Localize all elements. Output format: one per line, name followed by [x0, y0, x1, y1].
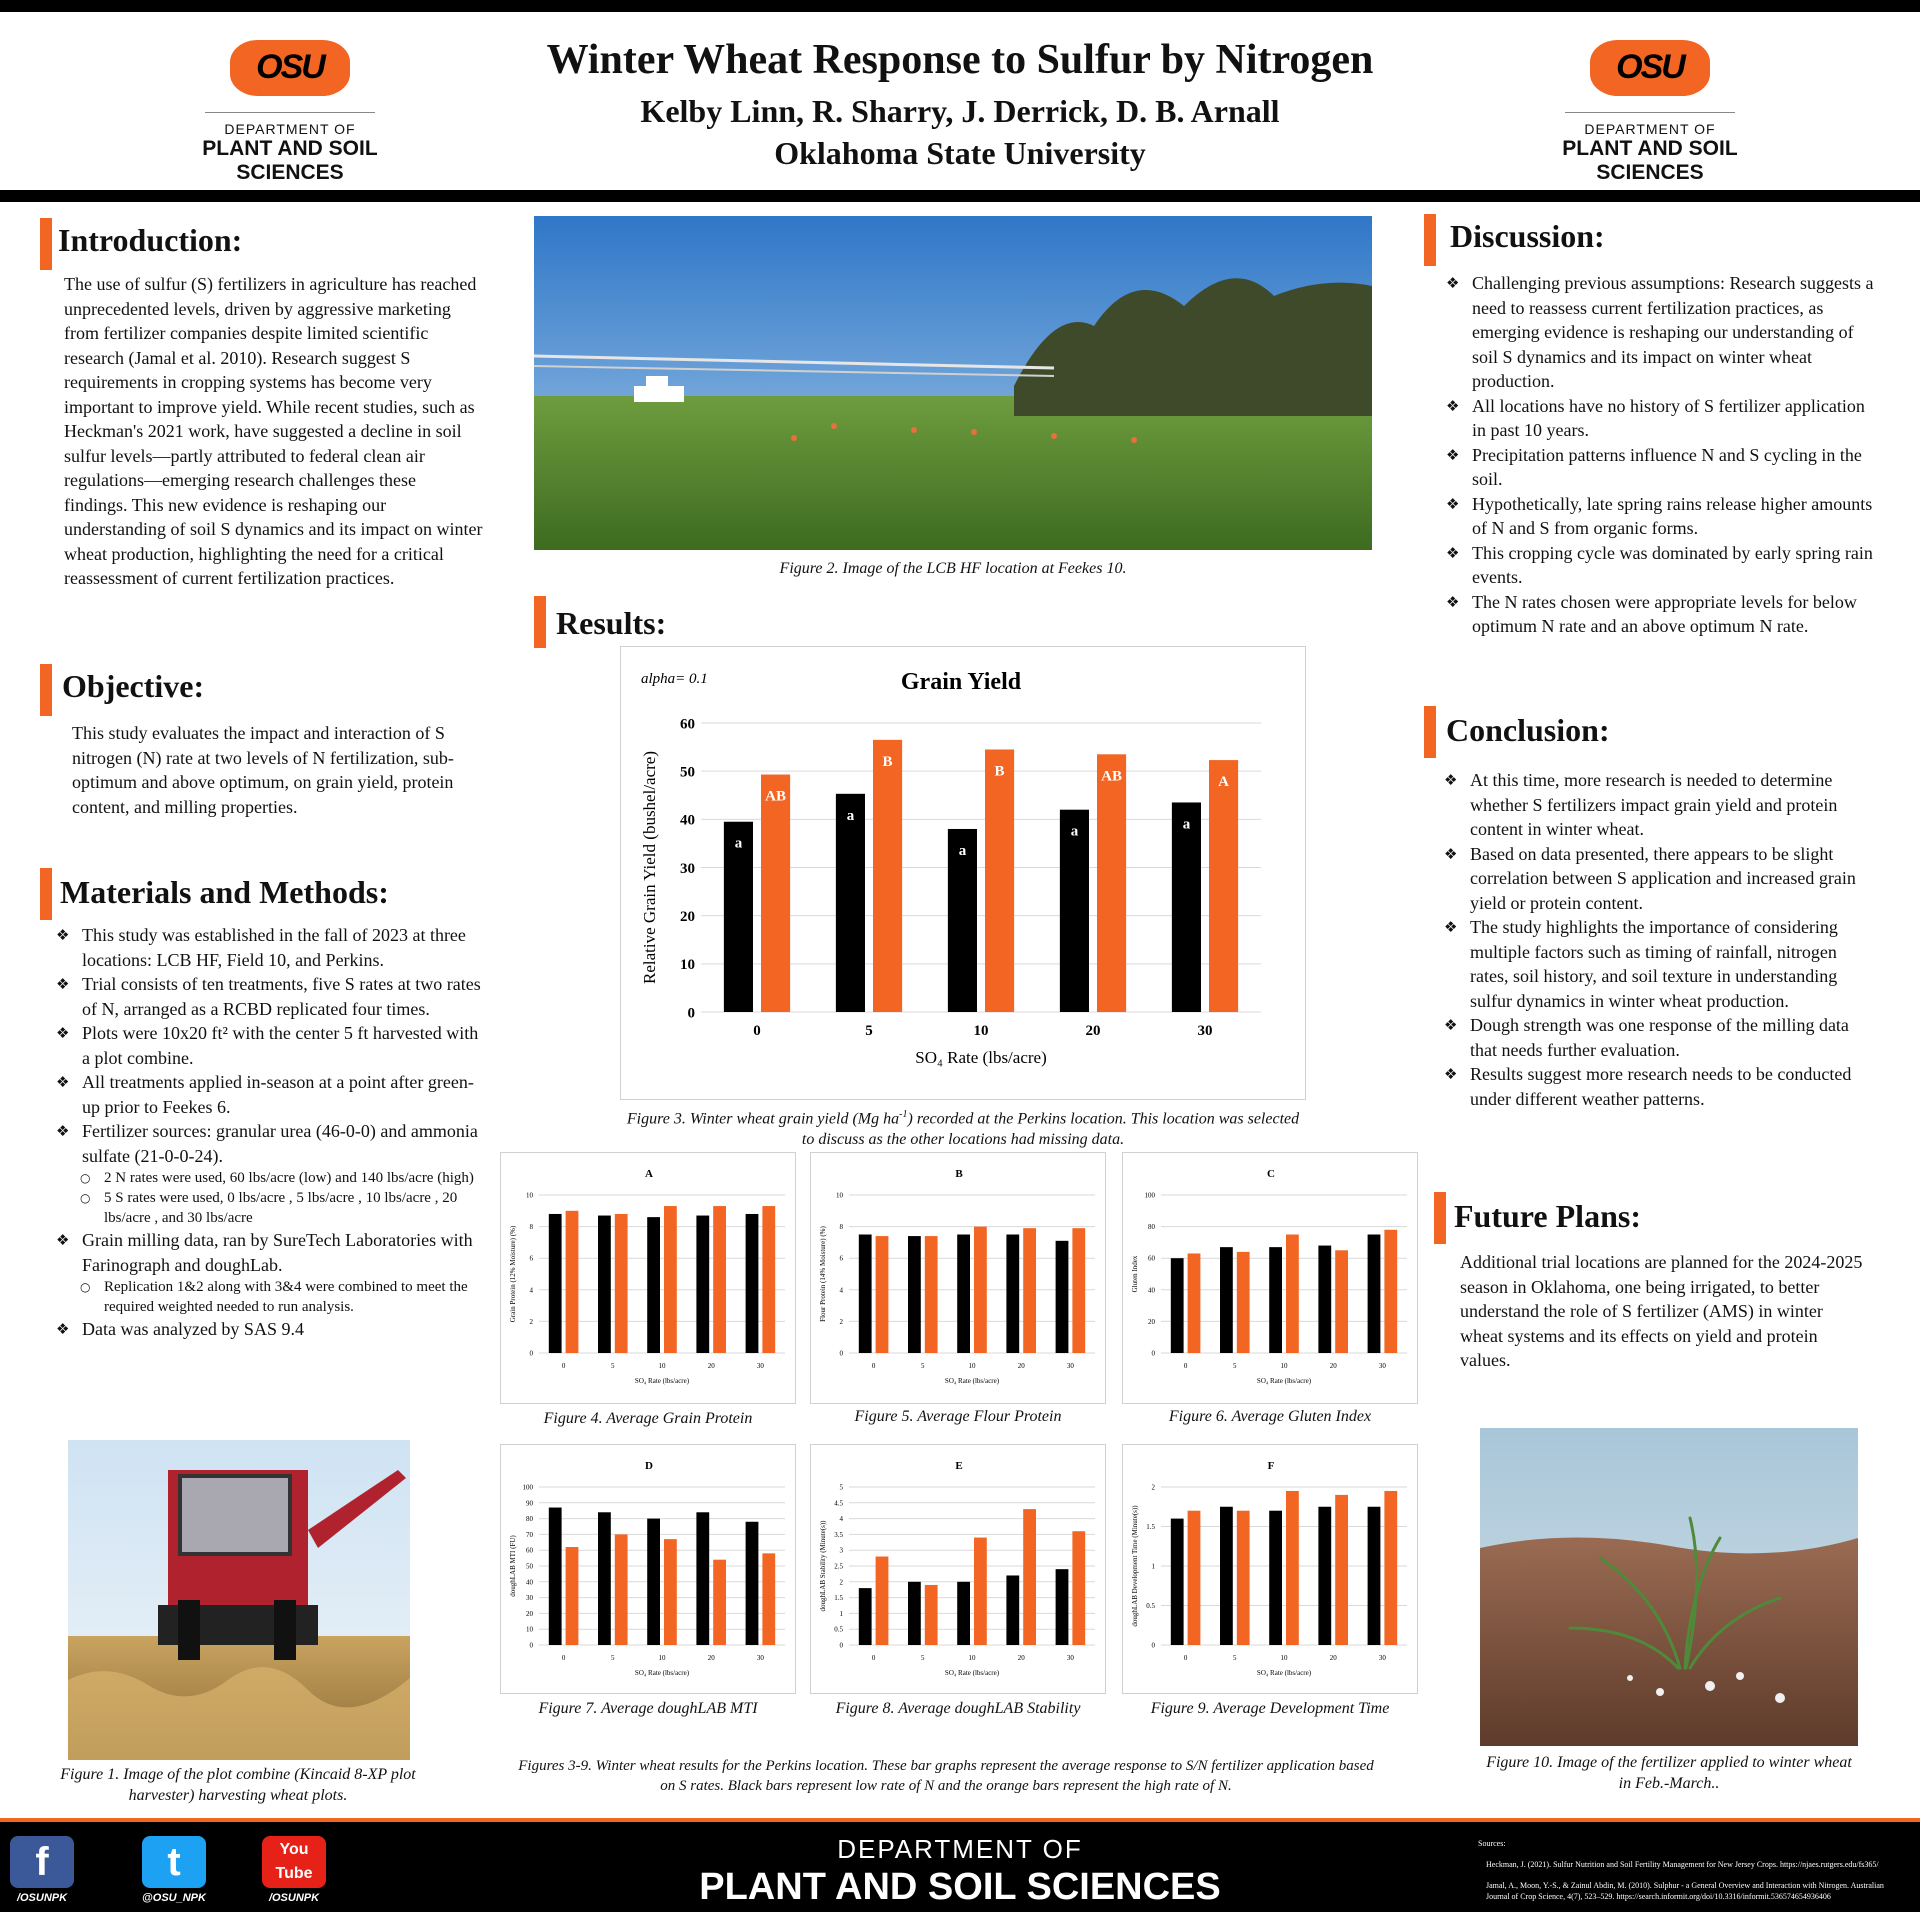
bar: [1006, 1235, 1019, 1354]
y-tick-label: 5: [839, 1483, 843, 1492]
footer-dept-small: DEPARTMENT OF: [837, 1834, 1083, 1864]
bar: [1188, 1511, 1201, 1645]
y-tick-label: 0: [839, 1349, 843, 1358]
field-photo: [534, 216, 1372, 550]
y-tick-label: 100: [1144, 1191, 1155, 1200]
list-item: ❖ Based on data presented, there appears to be slight correlation between S application and increased grain yield or protein content.: [1444, 842, 1878, 916]
list-item: ❖ Precipitation patterns influence N and S cycling in the soil.: [1446, 443, 1880, 492]
y-tick-label: 4: [839, 1515, 843, 1524]
list-item: ❖ Trial consists of ten treatments, five S rates at two rates of N, arranged as a RCBD replicated four times.: [56, 972, 486, 1021]
y-axis-label: doughLAB MTI (FU): [509, 1535, 517, 1597]
bar: [1335, 1495, 1348, 1645]
y-axis-label: doughLAB Development Time (Minute(s)): [1131, 1505, 1139, 1627]
list-item: ❖ Challenging previous assumptions: Research suggests a need to reassess current fertilization practices, as emerging evidence is reshaping our understanding of soil S dynamics and its impact on winter wheat production.: [1446, 271, 1880, 394]
fertilizer-photo: [1480, 1428, 1858, 1746]
bar: [1384, 1230, 1397, 1353]
figure4-caption: Figure 4. Average Grain Protein: [543, 1410, 753, 1427]
figure7-chart: [500, 1444, 796, 1694]
x-tick-label: 20: [707, 1654, 715, 1662]
y-tick-label: 2.5: [834, 1562, 843, 1571]
bar: [1188, 1253, 1201, 1353]
bar: [647, 1519, 660, 1645]
x-axis-label: SO₄ Rate (lbs/acre): [944, 1669, 1000, 1677]
bar: [598, 1512, 611, 1645]
bar: [925, 1236, 938, 1353]
chart-annotation: alpha= 0.1: [641, 671, 708, 687]
logo-dept-small: DEPARTMENT OF: [1584, 121, 1716, 137]
figure3-caption: Figure 3. Winter wheat grain yield (Mg $ha^{-1}$) recorded at the Perkins location. This location was selected to discuss as the other locations had missing data.: [626, 1109, 1300, 1149]
y-tick-label: 80: [1148, 1223, 1155, 1232]
bar: [762, 1206, 775, 1353]
y-tick-label: 4: [839, 1286, 843, 1295]
bar: [1237, 1511, 1250, 1645]
osu-mark-icon: OSU: [230, 40, 350, 96]
bar: [664, 1539, 677, 1645]
chart-title: C: [1267, 1168, 1275, 1180]
y-tick-label: 0: [1151, 1349, 1155, 1358]
x-tick-label: 10: [658, 1362, 666, 1370]
objective-heading: Objective:: [62, 668, 205, 704]
introduction-heading: Introduction:: [58, 222, 243, 258]
bar: [1072, 1228, 1085, 1353]
chart-title: B: [955, 1168, 963, 1180]
bar: [1220, 1507, 1233, 1645]
bar: [876, 1236, 889, 1353]
y-tick-label: 10: [680, 957, 695, 974]
poster-title-block: [380, 30, 1540, 174]
bar: [1318, 1246, 1331, 1353]
bar: [761, 775, 790, 1012]
bar: [1269, 1247, 1282, 1353]
x-tick-label: 10: [1280, 1654, 1288, 1662]
figure2-caption: Figure 2. Image of the LCB HF location at Feekes 10.: [779, 560, 1127, 577]
bar-label: a: [846, 807, 855, 824]
bar: [908, 1582, 921, 1645]
bar: [1384, 1491, 1397, 1645]
bar: [762, 1553, 775, 1645]
bar: [876, 1557, 889, 1645]
x-tick-label: 10: [968, 1362, 976, 1370]
bar-label: a: [1070, 823, 1079, 840]
x-tick-label: 20: [1017, 1362, 1025, 1370]
future-plans-text: Additional trial locations are planned for the 2024-2025 season in Oklahoma, one being irrigated, to better understand the role of S fertilizer (AMS) in winter wheat systems and its effects on yield and protein values.: [1460, 1252, 1863, 1370]
x-tick-label: 30: [1378, 1654, 1386, 1662]
chart-title: D: [645, 1460, 653, 1472]
header-divider: [0, 190, 1920, 202]
bar: [1335, 1250, 1348, 1353]
logo-dept-small: DEPARTMENT OF: [224, 121, 356, 137]
bar: [1056, 1569, 1069, 1645]
x-tick-label: 5: [1233, 1654, 1237, 1662]
figure4-chart: [500, 1152, 796, 1404]
bar: [1286, 1235, 1299, 1354]
bar: [615, 1214, 628, 1353]
y-tick-label: 4.5: [834, 1499, 843, 1508]
x-tick-label: 30: [1378, 1362, 1386, 1370]
y-tick-label: 10: [836, 1191, 843, 1200]
discussion-heading: Discussion:: [1450, 218, 1605, 254]
y-tick-label: 4: [529, 1286, 533, 1295]
y-tick-label: 8: [839, 1223, 843, 1232]
x-tick-label: 30: [756, 1362, 764, 1370]
x-tick-label: 0: [561, 1654, 566, 1662]
x-axis-label: SO₄ Rate (lbs/acre): [1256, 1377, 1312, 1385]
bar: [1368, 1235, 1381, 1354]
bar-label: a: [734, 835, 743, 852]
figures-summary-caption: Figures 3-9. Winter wheat results for the Perkins location. These bar graphs represent the average response to S/N fertilizer application based on S rates. Black bars represent low rate of N and the orange bars represent the high rate of N.: [518, 1758, 1374, 1794]
x-tick-label: 5: [1233, 1362, 1237, 1370]
x-tick-label: 20: [1329, 1654, 1337, 1662]
bar: [836, 794, 865, 1012]
figure8-caption: Figure 8. Average doughLAB Stability: [835, 1700, 1081, 1717]
bar-label: AB: [765, 788, 786, 805]
y-tick-label: 1: [839, 1609, 843, 1618]
conclusion-heading: Conclusion:: [1446, 712, 1610, 748]
y-tick-label: 6: [529, 1254, 533, 1263]
sub-list-item: ○ 5 S rates were used, 0 lbs/acre , 5 lbs/acre , 10 lbs/acre , 20 lbs/acre , and 30 lbs/acre: [56, 1188, 486, 1228]
logo-dept-big: PLANT AND SOIL SCIENCES: [1562, 137, 1738, 184]
bar: [925, 1585, 938, 1645]
x-axis-label: SO₄ Rate (lbs/acre): [1256, 1669, 1312, 1677]
y-tick-label: 6: [839, 1254, 843, 1263]
results-heading: Results:: [556, 605, 667, 641]
y-axis-label: Gluten Index: [1131, 1255, 1139, 1293]
bar: [566, 1211, 579, 1353]
chart-title: A: [645, 1168, 653, 1180]
methods-heading: Materials and Methods:: [60, 874, 389, 910]
y-tick-label: 1.5: [1146, 1522, 1155, 1531]
y-tick-label: 0: [839, 1641, 843, 1650]
bar: [1209, 760, 1238, 1012]
y-tick-label: 0: [529, 1641, 533, 1650]
bar: [615, 1534, 628, 1645]
y-tick-label: 20: [526, 1609, 533, 1618]
bar: [1072, 1531, 1085, 1645]
x-tick-label: 5: [921, 1654, 925, 1662]
section-marker: [40, 868, 52, 920]
y-tick-label: 8: [529, 1223, 533, 1232]
list-item: ❖ This study was established in the fall of 2023 at three locations: LCB HF, Field 10, and Perkins.: [56, 923, 486, 972]
bar: [647, 1217, 660, 1353]
list-item: ❖ Hypothetically, late spring rains release higher amounts of N and S from organic forms.: [1446, 492, 1880, 541]
source-1: Heckman, J. (2021). Sulfur Nutrition and Soil Fertility Management for New Jersey Crops. https://njaes.rutgers.edu/fs365/: [1486, 1860, 1879, 1869]
list-item: ❖ Fertilizer sources: granular urea (46-0-0) and ammonia sulfate (21-0-0-24).: [56, 1119, 486, 1168]
x-axis-label: SO₄ Rate (lbs/acre): [944, 1377, 1000, 1385]
x-tick-label: 10: [968, 1654, 976, 1662]
y-tick-label: 70: [526, 1530, 533, 1539]
chart-title: E: [955, 1460, 963, 1472]
section-marker: [1434, 1192, 1446, 1244]
x-tick-label: 0: [1183, 1654, 1188, 1662]
bar: [859, 1235, 872, 1354]
chart-title: Grain Yield: [900, 669, 1022, 695]
x-tick-label: 30: [1066, 1362, 1074, 1370]
y-tick-label: 10: [526, 1625, 533, 1634]
x-tick-label: 30: [756, 1654, 764, 1662]
poster-authors: Kelby Linn, R. Sharry, J. Derrick, D. B. Arnall: [640, 93, 1280, 129]
figure9-chart: [1122, 1444, 1418, 1694]
y-tick-label: 0: [529, 1349, 533, 1358]
bar: [1056, 1241, 1069, 1353]
youtube-handle: /OSUNPK: [268, 1892, 320, 1904]
x-tick-label: 5: [865, 1023, 873, 1039]
bar: [696, 1512, 709, 1645]
x-tick-label: 30: [1197, 1023, 1213, 1039]
y-tick-label: 50: [680, 764, 695, 781]
list-item: ❖ Dough strength was one response of the milling data that needs further evaluation.: [1444, 1013, 1878, 1062]
x-tick-label: 10: [658, 1654, 666, 1662]
list-item: ❖ All treatments applied in-season at a point after green-up prior to Feekes 6.: [56, 1070, 486, 1119]
figure3-chart: [620, 646, 1306, 1100]
bar: [908, 1236, 921, 1353]
bar: [1220, 1247, 1233, 1353]
bar: [1237, 1252, 1250, 1353]
x-tick-label: 10: [1280, 1362, 1288, 1370]
bar: [1172, 802, 1201, 1012]
bar: [746, 1214, 759, 1353]
bar: [1023, 1509, 1036, 1645]
x-tick-label: 0: [753, 1023, 761, 1039]
objective-text: This study evaluates the impact and interaction of S nitrogen (N) rate at two levels of N fertilization, sub-optimum and above optimum, on grain yield, protein content, and milling properties.: [72, 723, 454, 817]
source-2: Jamal, A., Moon, Y.-S., & Zainul Abdin, M. (2010). Sulphur - a General Overview and Interaction with Nitrogen. Australian Journal of Crop Science, 4(7), 523–529. https://search.informit.org/doi/10.3316/informit.536574654936406: [1486, 1881, 1884, 1901]
x-tick-label: 30: [1066, 1654, 1074, 1662]
methods-list: [56, 923, 486, 1342]
y-tick-label: 2: [1151, 1483, 1155, 1492]
bar: [1006, 1575, 1019, 1645]
bar: [957, 1235, 970, 1354]
y-tick-label: 60: [1148, 1254, 1155, 1263]
bar: [1318, 1507, 1331, 1645]
figure7-caption: Figure 7. Average doughLAB MTI: [538, 1700, 758, 1717]
y-tick-label: 30: [680, 860, 695, 877]
section-marker: [1424, 706, 1436, 758]
bar-label: B: [994, 763, 1005, 780]
osu-logo-right: [1520, 40, 1780, 184]
y-tick-label: 40: [680, 812, 695, 829]
x-tick-label: 20: [1329, 1362, 1337, 1370]
bar: [957, 1582, 970, 1645]
y-tick-label: 3.5: [834, 1530, 843, 1539]
x-tick-label: 10: [973, 1023, 989, 1039]
bar: [1097, 754, 1126, 1012]
y-tick-label: 40: [526, 1578, 533, 1587]
x-tick-label: 20: [1017, 1654, 1025, 1662]
y-tick-label: 1.5: [834, 1594, 843, 1603]
twitter-handle: @OSU_NPK: [142, 1892, 206, 1904]
figure6-caption: Figure 6. Average Gluten Index: [1168, 1408, 1372, 1425]
y-tick-label: 2: [839, 1578, 843, 1587]
y-tick-label: 100: [522, 1483, 533, 1492]
y-tick-label: 0: [1151, 1641, 1155, 1650]
osu-mark-icon: OSU: [1590, 40, 1710, 96]
figure8-chart: [810, 1444, 1106, 1694]
sub-list-item: ○ 2 N rates were used, 60 lbs/acre (low) and 140 lbs/acre (high): [56, 1168, 486, 1188]
x-tick-label: 0: [561, 1362, 566, 1370]
y-tick-label: 0: [687, 1005, 695, 1022]
poster-university: Oklahoma State University: [774, 135, 1146, 171]
section-marker: [534, 596, 546, 648]
y-tick-label: 2: [839, 1317, 843, 1326]
combine-photo: [68, 1440, 410, 1760]
bar: [746, 1522, 759, 1645]
chart-title: F: [1267, 1460, 1275, 1472]
list-item: ❖ This cropping cycle was dominated by early spring rain events.: [1446, 541, 1880, 590]
figure5-chart: [810, 1152, 1106, 1404]
x-tick-label: 0: [1183, 1362, 1188, 1370]
y-tick-label: 20: [680, 908, 695, 925]
section-marker: [40, 664, 52, 716]
figure9-caption: Figure 9. Average Development Time: [1150, 1700, 1390, 1717]
bar: [1269, 1511, 1282, 1645]
x-axis-label: SO₄ Rate (lbs/acre): [915, 1048, 1047, 1067]
y-tick-label: 10: [526, 1191, 533, 1200]
bar: [1171, 1519, 1184, 1645]
figure1-caption: Figure 1. Image of the plot combine (Kincaid 8-XP plot harvester) harvesting wheat plots.: [60, 1766, 416, 1804]
section-marker: [1424, 214, 1436, 266]
y-tick-label: 0.5: [1146, 1601, 1155, 1610]
y-tick-label: 3: [839, 1546, 843, 1555]
y-tick-label: 20: [1148, 1317, 1155, 1326]
conclusion-list: [1444, 768, 1878, 1111]
x-tick-label: 5: [611, 1362, 615, 1370]
bar: [1171, 1258, 1184, 1353]
list-item: ❖ All locations have no history of S fertilizer application in past 10 years.: [1446, 394, 1880, 443]
y-tick-label: 40: [1148, 1286, 1155, 1295]
x-tick-label: 5: [921, 1362, 925, 1370]
bar-label: a: [958, 842, 967, 859]
y-tick-label: 1: [1151, 1562, 1155, 1571]
bar: [713, 1560, 726, 1645]
logo-dept-big: PLANT AND SOIL SCIENCES: [202, 137, 378, 184]
bar-label: B: [882, 753, 893, 770]
bar: [974, 1538, 987, 1645]
section-marker: [40, 218, 52, 270]
figure5-caption: Figure 5. Average Flour Protein: [854, 1408, 1062, 1425]
bar: [859, 1588, 872, 1645]
y-tick-label: 2: [529, 1317, 533, 1326]
future-plans-heading: Future Plans:: [1454, 1198, 1641, 1234]
bar: [713, 1206, 726, 1353]
bar: [1286, 1491, 1299, 1645]
poster-title: Winter Wheat Response to Sulfur by Nitrogen: [546, 37, 1374, 83]
discussion-list: [1446, 271, 1880, 639]
bar: [566, 1547, 579, 1645]
figure6-chart: [1122, 1152, 1418, 1404]
sources-label: Sources:: [1478, 1839, 1506, 1848]
sources-block: [1478, 1838, 1908, 1902]
list-item: ❖ The N rates chosen were appropriate levels for below optimum N rate and an above optimum N rate.: [1446, 590, 1880, 639]
bar: [598, 1216, 611, 1353]
y-tick-label: 90: [526, 1499, 533, 1508]
list-item: ❖ Plots were 10x20 ft² with the center 5 ft harvested with a plot combine.: [56, 1021, 486, 1070]
y-tick-label: 50: [526, 1562, 533, 1571]
list-item: ❖ The study highlights the importance of considering multiple factors such as timing of rainfall, nitrogen rates, soil history, and soil texture in understanding sulfur dynamics in winter wheat production.: [1444, 915, 1878, 1013]
x-axis-label: SO₄ Rate (lbs/acre): [634, 1669, 690, 1677]
x-tick-label: 0: [871, 1654, 876, 1662]
bar: [549, 1214, 562, 1353]
list-item: ❖ Grain milling data, ran by SureTech Laboratories with Farinograph and doughLab.: [56, 1228, 486, 1277]
x-tick-label: 5: [611, 1654, 615, 1662]
bar: [985, 749, 1014, 1012]
list-item: ❖ Results suggest more research needs to be conducted under different weather patterns.: [1444, 1062, 1878, 1111]
y-tick-label: 30: [526, 1594, 533, 1603]
y-axis-label: Relative Grain Yield (bushel/acre): [640, 750, 659, 985]
y-tick-label: 80: [526, 1515, 533, 1524]
y-axis-label: doughLAB Stability (Minute(s)): [819, 1520, 827, 1612]
footer-dept-big: PLANT AND SOIL SCIENCES: [699, 1866, 1221, 1908]
x-axis-label: SO₄ Rate (lbs/acre): [634, 1377, 690, 1385]
youtube-icon[interactable]: You Tube: [262, 1836, 326, 1888]
facebook-handle: /OSUNPK: [16, 1892, 68, 1904]
introduction-text: The use of sulfur (S) fertilizers in agriculture has reached unprecedented levels, driven by aggressive marketing from fertilizer companies despite limited scientific research (Jamal et al. 2010). Research suggest S requirements in cropping systems has become very important to improve yield. While recent studies, such as Heckman's 2021 work, have suggested a decline in soil sulfur levels—partly attributed to federal clean air regulations—emerging research challenges these findings. This new evidence is reshaping our understanding of soil S dynamics and its impact on winter wheat production, highlighting the need for a critical reassessment of current fertilization practices.: [64, 274, 483, 588]
list-item: ❖ At this time, more research is needed to determine whether S fertilizers impact grain yield and protein content in winter wheat.: [1444, 768, 1878, 842]
y-tick-label: 60: [680, 716, 695, 733]
facebook-icon[interactable]: f: [10, 1836, 74, 1888]
bar: [664, 1206, 677, 1353]
top-bar: [0, 0, 1920, 12]
x-tick-label: 0: [871, 1362, 876, 1370]
y-axis-label: Grain Protein (12% Moisture) (%): [509, 1225, 517, 1323]
bar-label: AB: [1101, 768, 1122, 785]
y-tick-label: 0.5: [834, 1625, 843, 1634]
bar: [1060, 810, 1089, 1012]
bar: [549, 1508, 562, 1645]
bar: [974, 1227, 987, 1353]
y-tick-label: 60: [526, 1546, 533, 1555]
list-item: ❖ Data was analyzed by SAS 9.4: [56, 1317, 486, 1342]
x-tick-label: 20: [707, 1362, 715, 1370]
bar-label: A: [1218, 774, 1229, 791]
bar: [1368, 1507, 1381, 1645]
bar: [1023, 1228, 1036, 1353]
figure10-caption: Figure 10. Image of the fertilizer applied to winter wheat in Feb.-March..: [1486, 1754, 1852, 1792]
twitter-icon[interactable]: t: [142, 1836, 206, 1888]
y-axis-label: Flour Protein (14% Moisture) (%): [819, 1226, 827, 1322]
bar: [696, 1216, 709, 1353]
x-tick-label: 20: [1085, 1023, 1101, 1039]
bar-label: a: [1182, 816, 1191, 833]
sub-list-item: ○ Replication 1&2 along with 3&4 were combined to meet the required weighted needed to run analysis.: [56, 1277, 486, 1317]
bar: [873, 740, 902, 1012]
